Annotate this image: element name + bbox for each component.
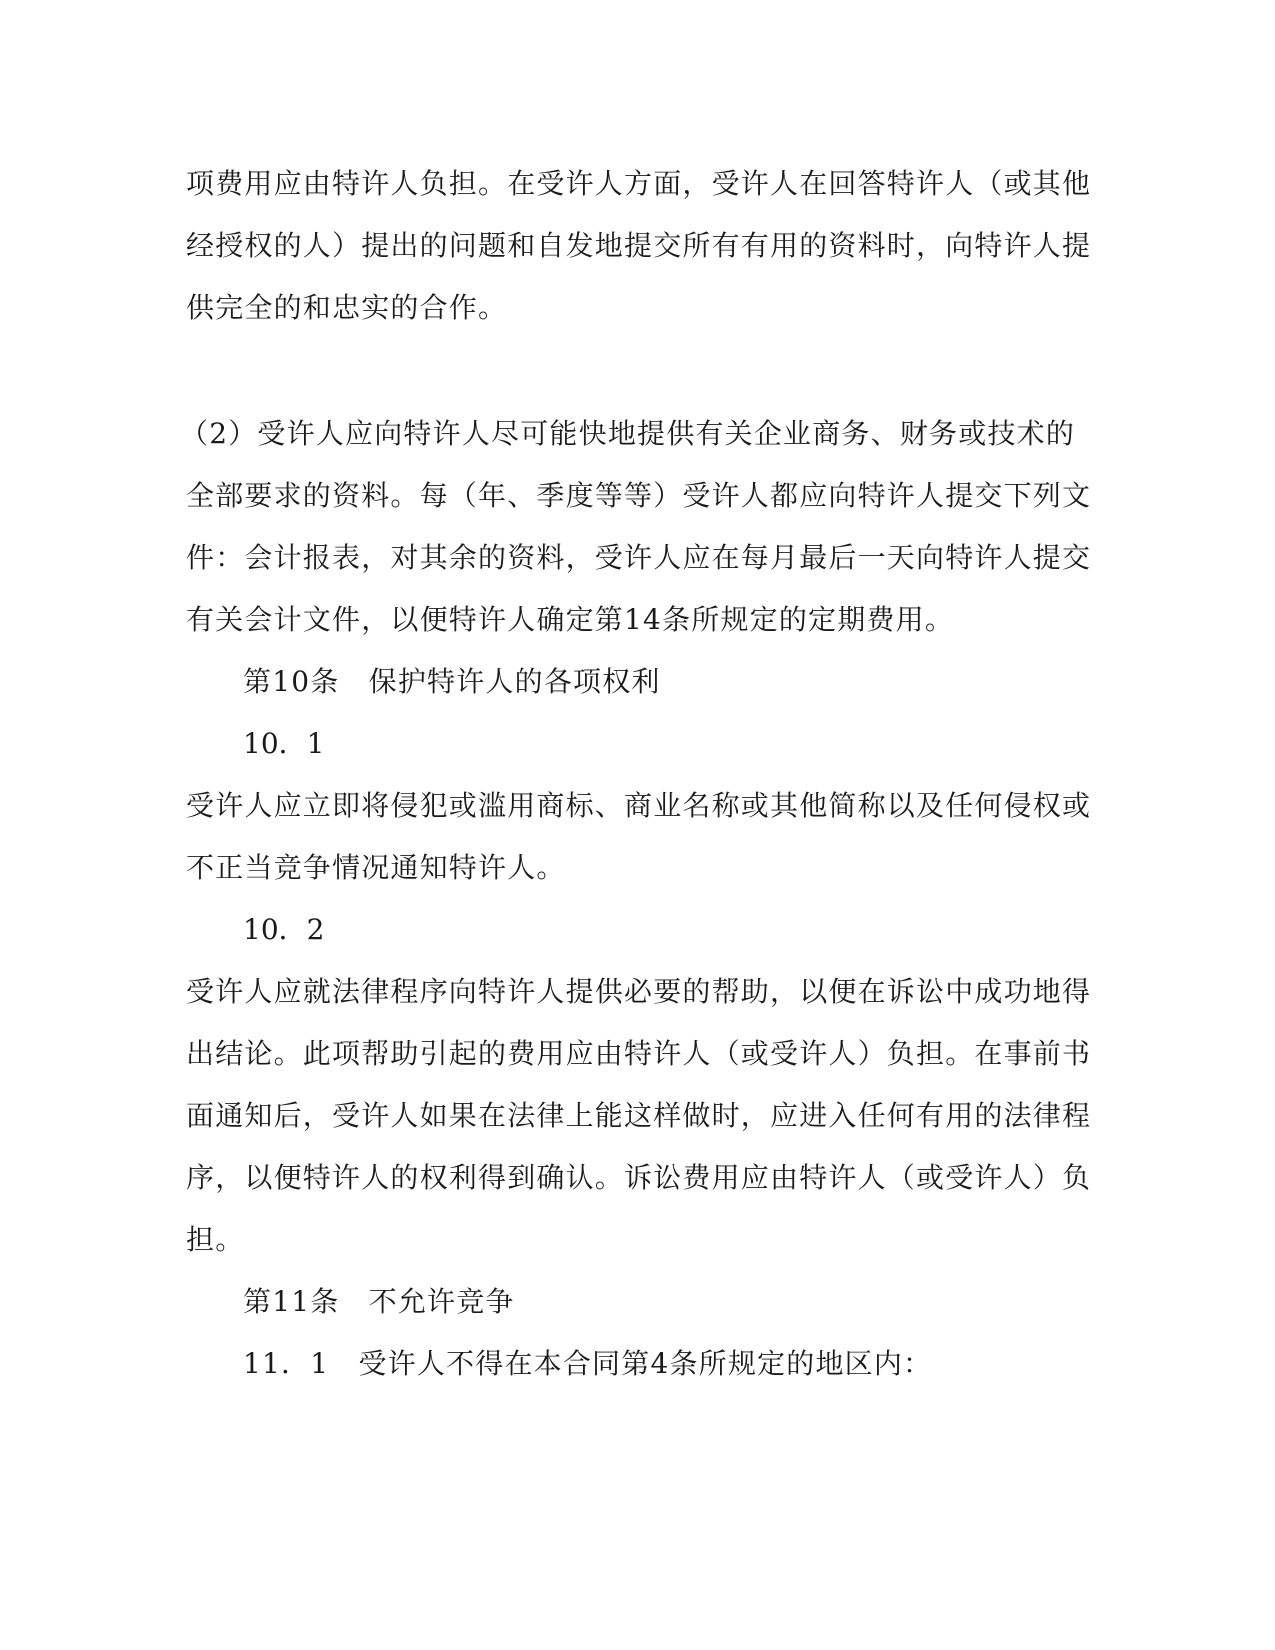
paragraph-line: 经授权的人）提出的问题和自发地提交所有有用的资料时，向特许人提 [186,229,1092,262]
paragraph-line: 序，以便特许人的权利得到确认。诉讼费用应由特许人（或受许人）负 [186,1161,1092,1194]
paragraph-line: 担。 [186,1223,245,1256]
paragraph-line: 全部要求的资料。每（年、季度等等）受许人都应向特许人提交下列文 [186,479,1092,512]
paragraph-line: 不正当竞争情况通知特许人。 [186,851,566,884]
clause-number-10-1: 10．1 [243,727,325,760]
paragraph-line: 出结论。此项帮助引起的费用应由特许人（或受许人）负担。在事前书 [186,1037,1092,1070]
clause-11-1: 11．1 受许人不得在本合同第4条所规定的地区内： [243,1347,933,1380]
paragraph-line: 有关会计文件，以便特许人确定第14条所规定的定期费用。 [186,603,955,636]
paragraph-line: 供完全的和忠实的合作。 [186,291,508,324]
section-heading-11: 第11条 不允许竞争 [243,1285,515,1318]
paragraph-line: 项费用应由特许人负担。在受许人方面，受许人在回答特许人（或其他 [186,167,1092,200]
paragraph-line: 面通知后，受许人如果在法律上能这样做时，应进入任何有用的法律程 [186,1099,1092,1132]
paragraph-line: 受许人应立即将侵犯或滥用商标、商业名称或其他简称以及任何侵权或 [186,789,1092,822]
paragraph-line: 受许人应就法律程序向特许人提供必要的帮助，以便在诉讼中成功地得 [186,975,1092,1008]
paragraph-line: 件：会计报表，对其余的资料，受许人应在每月最后一天向特许人提交 [186,541,1092,574]
clause-number-10-2: 10．2 [243,913,325,946]
paragraph-line: （2）受许人应向特许人尽可能快地提供有关企业商务、财务或技术的 [180,417,1076,450]
section-heading-10: 第10条 保护特许人的各项权利 [243,665,661,698]
